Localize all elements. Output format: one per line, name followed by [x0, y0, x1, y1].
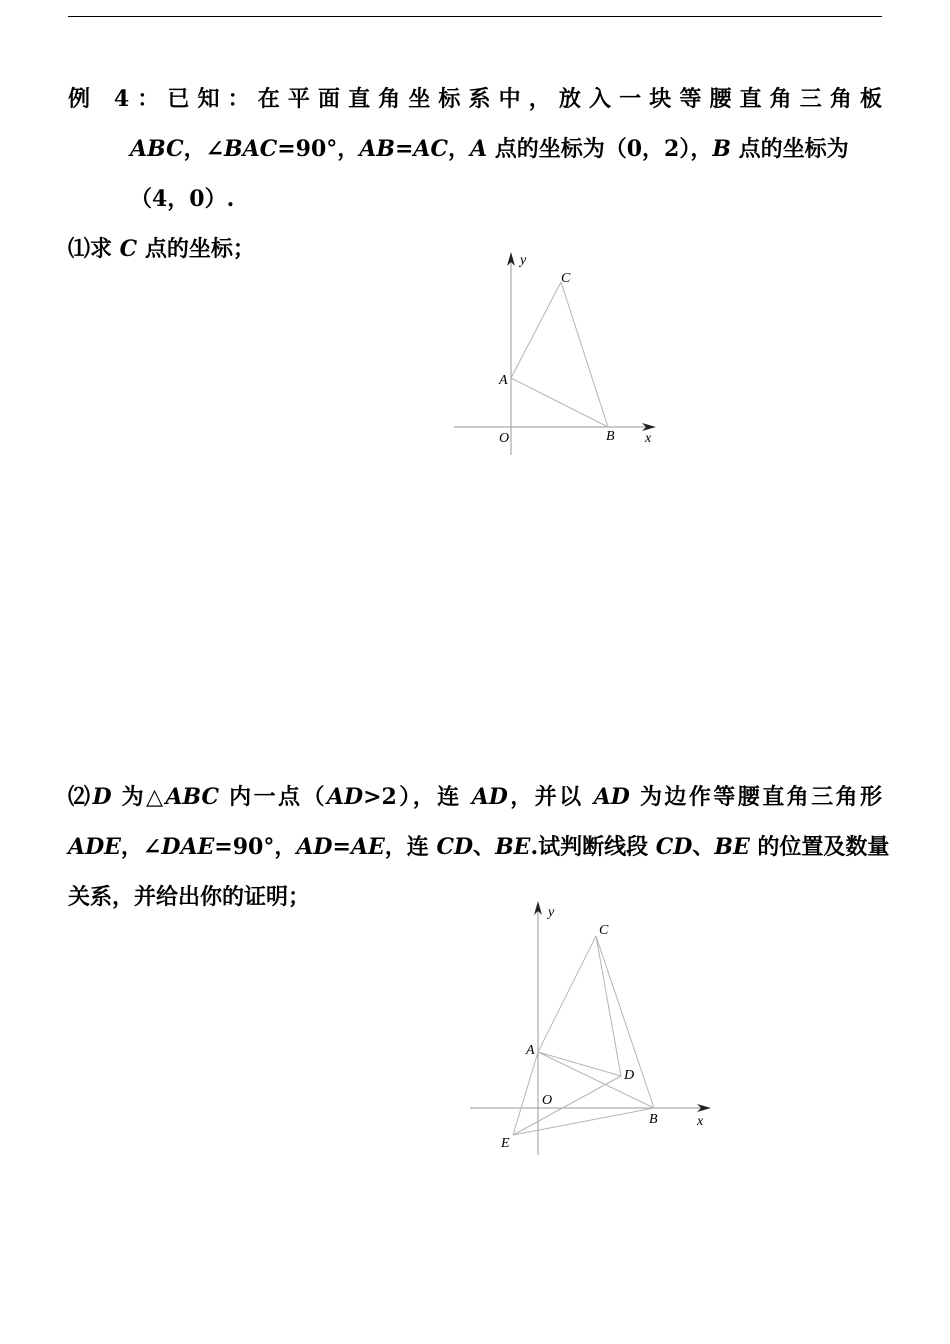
segment-ab: [538, 1052, 654, 1108]
label-c: C: [599, 923, 609, 938]
example-line-1: 例 4：已知：在平面直角坐标系中，放入一块等腰直角三角板: [68, 86, 883, 112]
label-y: y: [548, 905, 555, 920]
part2-line-3: 关系，并给出你的证明；: [68, 884, 311, 910]
label-d: D: [624, 1068, 635, 1083]
example-line-2: ABC，∠BAC=90°，AB=AC，A 点的坐标为（0，2），B 点的坐标为: [130, 136, 849, 162]
label-o: O: [499, 431, 510, 446]
segment-cb: [561, 282, 608, 427]
triangle-abc: [511, 282, 608, 427]
label-c: C: [561, 271, 571, 286]
segment-ac: [511, 282, 561, 378]
figure-2-axes: [470, 906, 706, 1155]
segment-cd: [596, 936, 621, 1076]
figure-2-segments: [513, 936, 654, 1135]
label-a: A: [526, 1043, 535, 1058]
label-y: y: [520, 253, 527, 268]
segment-ab: [511, 378, 608, 427]
label-x: x: [645, 431, 652, 446]
label-o: O: [542, 1093, 553, 1108]
label-e: E: [501, 1136, 510, 1151]
part2-line-1: ⑵D 为△ABC 内一点（AD>2），连 AD，并以 AD 为边作等腰直角三角形: [68, 784, 882, 810]
label-x: x: [697, 1114, 704, 1129]
segment-ac: [538, 936, 596, 1052]
segment-be: [513, 1108, 654, 1135]
label-b: B: [649, 1112, 658, 1127]
part1-question: ⑴求 C 点的坐标；: [68, 236, 255, 262]
label-a: A: [499, 373, 508, 388]
segment-ae: [513, 1052, 538, 1135]
segment-de: [513, 1076, 621, 1135]
figure-2: [460, 890, 720, 1165]
header-rule: [68, 16, 882, 17]
label-b: B: [606, 429, 615, 444]
part2-line-2: ADE，∠DAE=90°，AD=AE，连 CD、BE.试判断线段 CD、BE 的位置及数量: [68, 834, 890, 860]
figure-1-axes: [454, 256, 652, 455]
figure-1: [440, 240, 670, 465]
example-line-3: （4，0）.: [130, 186, 235, 212]
